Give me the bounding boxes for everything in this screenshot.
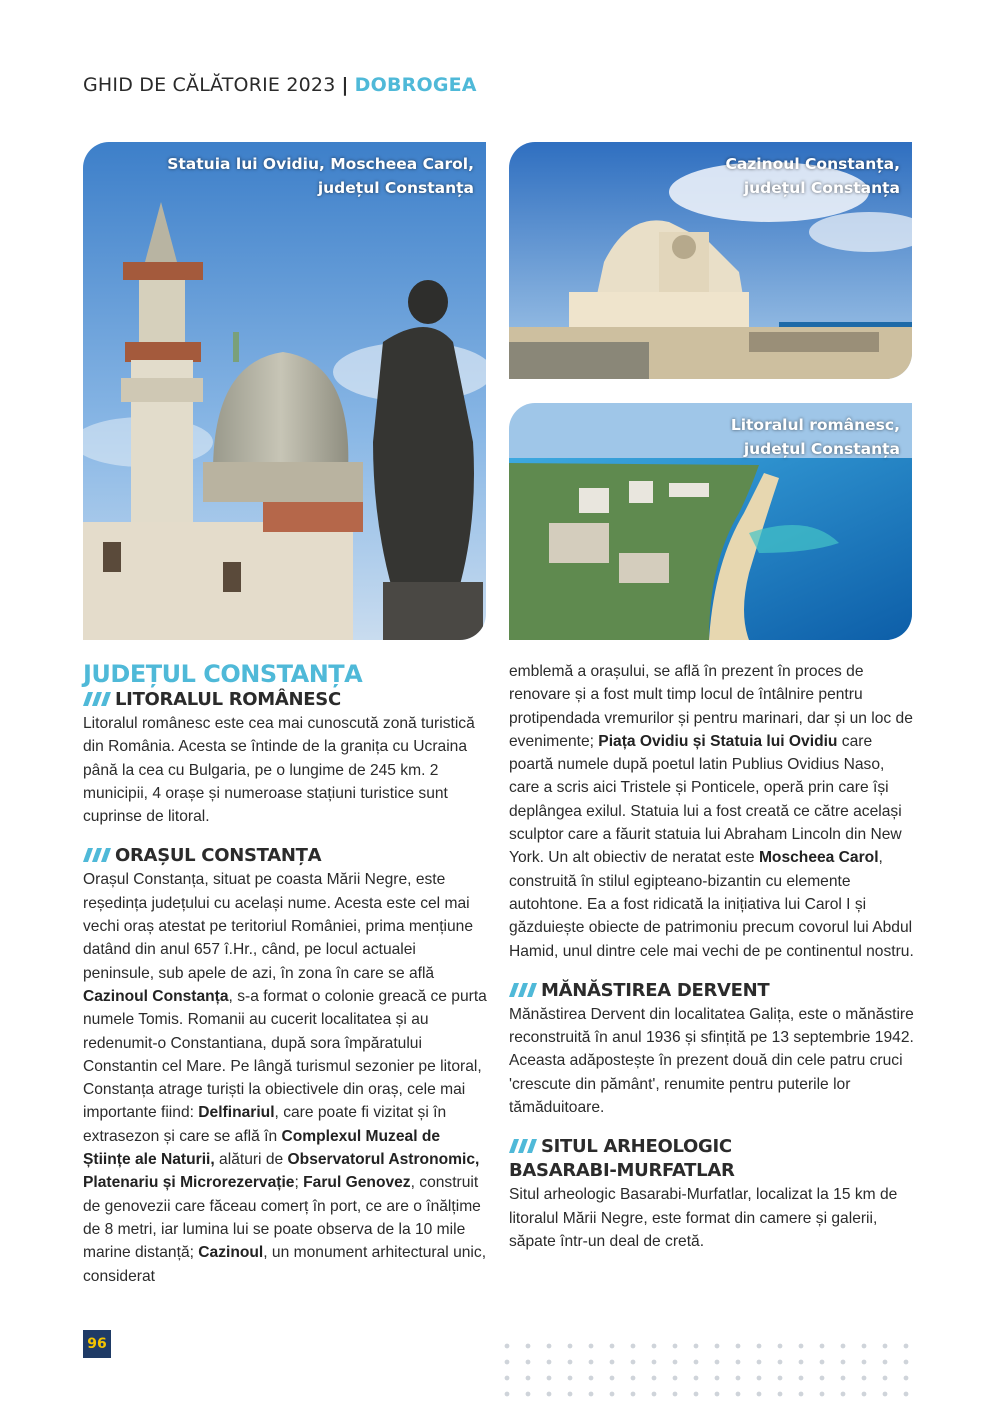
decor-dot (505, 1392, 510, 1397)
photo-cazinou (509, 142, 912, 379)
decor-dot (715, 1360, 720, 1365)
guide-title: GHID DE CĂLĂTORIE 2023 (83, 74, 336, 96)
photo-caption-cazinou (725, 152, 900, 200)
decor-dot (820, 1360, 825, 1365)
decor-dot (631, 1376, 636, 1381)
decor-dot (526, 1360, 531, 1365)
decor-dot (883, 1392, 888, 1397)
header-separator: | (341, 74, 349, 96)
text-run: , un monument arhitectural unic, considerat (83, 1244, 487, 1285)
decor-dot (820, 1376, 825, 1381)
decor-dot (694, 1376, 699, 1381)
decor-dot (547, 1344, 552, 1349)
dot-pattern-decoration (503, 1340, 923, 1400)
decor-dot (841, 1344, 846, 1349)
decor-dot (568, 1360, 573, 1365)
decor-dot (652, 1392, 657, 1397)
decor-dot (589, 1376, 594, 1381)
decor-dot (778, 1344, 783, 1349)
decor-dot (799, 1376, 804, 1381)
section-title-constanta (83, 844, 488, 868)
decor-dot (673, 1392, 678, 1397)
decor-dot (526, 1344, 531, 1349)
decor-dot (568, 1376, 573, 1381)
decor-dot (883, 1344, 888, 1349)
decor-dot (715, 1344, 720, 1349)
constanta-paragraph (83, 868, 488, 1287)
highlight-farul-genovez: Farul Genovez (303, 1174, 411, 1192)
decor-dot (673, 1344, 678, 1349)
decor-dot (820, 1392, 825, 1397)
decor-dot (505, 1360, 510, 1365)
highlight-moscheea-carol: Moscheea Carol (758, 849, 879, 867)
section-title-text: LITORALUL ROMÂNESC (115, 689, 341, 710)
decor-dot (841, 1360, 846, 1365)
decor-dot (589, 1392, 594, 1397)
decor-dot (862, 1376, 867, 1381)
caption-line: Cazinoul Constanța, (725, 155, 900, 173)
decor-dot (505, 1376, 510, 1381)
decor-dot (799, 1360, 804, 1365)
decor-dot (715, 1392, 720, 1397)
text-run: , s-a format o colonie greacă ce purta numele Tomis. Romanii au cucerit localitatea și au redenumit-o Constantiana, după sora împăratului Constantin cel Mare. Pe lângă turismul sezonier pe litoral, Constanța atrage turiști la obiectivele din oraș, cele mai importante fiind: (83, 987, 487, 1122)
section-title-text: SITUL ARHEOLOGIC (541, 1136, 732, 1158)
highlight-observator: Observatorul Astronomic, Platenariu și Microrezervație (83, 1151, 480, 1192)
slashes-icon (509, 983, 537, 997)
decor-dot (652, 1360, 657, 1365)
decor-dot (610, 1360, 615, 1365)
text-run: ; (294, 1174, 304, 1192)
decor-dot (631, 1392, 636, 1397)
decor-dot (904, 1360, 909, 1365)
constanta-paragraph-continued (509, 660, 914, 963)
decor-dot (652, 1376, 657, 1381)
text-run: emblemă a orașului, se află în prezent în proces de renovare și a fost mult timp locul de întâlnire pentru protipendada vremurilor și pentru marinari, dar și un loc de evenimente; (509, 663, 913, 750)
highlight-piata-ovidiu: Piața Ovidiu și Statuia lui Ovidiu (598, 732, 838, 750)
section-title-text: BASARABI-MURFATLAR (509, 1160, 735, 1182)
decor-dot (589, 1344, 594, 1349)
decor-dot (841, 1392, 846, 1397)
county-title: JUDEȚUL CONSTANȚA (83, 660, 363, 688)
decor-dot (778, 1376, 783, 1381)
text-run: Orașul Constanța, situat pe coasta Mării Negre, este reședința județului cu același nume. Acesta este cel mai vechi oraș atestat pe teritoriul României, prima mențiune datând din anul 657 î.Hr., când, pe locul actualei peninsule, sub apele de azi, în zona în care se află (83, 871, 474, 982)
caption-line: județul Constanța (317, 179, 474, 197)
highlight-delfinariu: Delfinariul (198, 1104, 275, 1122)
litoral-paragraph: Litoralul românesc este cea mai cunoscută zonă turistică din România. Acesta se întinde de la granița cu Ucraina până la cea cu Bulgaria, pe o lungime de 245 km. 2 municipii, 4 orașe și numeroase stațiuni turistice sunt cuprinse de litoral. (83, 715, 475, 826)
section-title-dervent (509, 979, 914, 1003)
slashes-icon (83, 848, 111, 862)
decor-dot (610, 1344, 615, 1349)
decor-dot (841, 1376, 846, 1381)
decor-dot (799, 1392, 804, 1397)
decor-dot (820, 1344, 825, 1349)
text-run: , construit de genovezii care făceau comerț în port, ce are o înălțime de 8 metri, iar lumina lui se poate observa de la 10 mile marine distanță; (83, 1174, 481, 1262)
decor-dot (547, 1392, 552, 1397)
highlight-cazinoul: Cazinoul (198, 1244, 264, 1262)
decor-dot (736, 1360, 741, 1365)
decor-dot (904, 1392, 909, 1397)
decor-dot (778, 1392, 783, 1397)
decor-dot (757, 1344, 762, 1349)
page-number: 96 (83, 1330, 111, 1358)
photo-ovidiu-statue (83, 142, 486, 640)
decor-dot (736, 1376, 741, 1381)
decor-dot (568, 1392, 573, 1397)
decor-dot (904, 1376, 909, 1381)
caption-line: Statuia lui Ovidiu, Moscheea Carol, (167, 155, 474, 173)
decor-dot (631, 1360, 636, 1365)
decor-dot (799, 1344, 804, 1349)
decor-dot (694, 1360, 699, 1365)
decor-dot (673, 1360, 678, 1365)
decor-dot (547, 1376, 552, 1381)
decor-dot (757, 1376, 762, 1381)
decor-dot (694, 1392, 699, 1397)
caption-line: Litoralul românesc, (730, 416, 900, 434)
highlight-complex-muzeal: Complexul Muzeal de Științe ale Naturii, (83, 1127, 441, 1169)
decor-dot (736, 1392, 741, 1397)
decor-dot (631, 1344, 636, 1349)
right-column (509, 660, 914, 1253)
decor-dot (715, 1376, 720, 1381)
decor-dot (589, 1360, 594, 1365)
decor-dot (862, 1344, 867, 1349)
decor-dot (904, 1344, 909, 1349)
section-title-litoral (83, 688, 488, 712)
decor-dot (505, 1344, 510, 1349)
decor-dot (862, 1360, 867, 1365)
text-run: , care poate fi vizitat și în extrasezon și care se află în (83, 1104, 447, 1145)
decor-dot (673, 1376, 678, 1381)
highlight-cazinou: Cazinoul Constanța (83, 987, 229, 1005)
dervent-paragraph: Mănăstirea Dervent din localitatea Galița, este o mănăstire reconstruită în anul 1936 și sfințită pe 13 septembrie 1942. Aceasta adăpostește în prezent două din cele patru cruci 'crescute din pământ', renumite pentru puterile lor tămăduitoare. (509, 1005, 914, 1117)
photo-caption-litoral (731, 413, 900, 461)
decor-dot (526, 1392, 531, 1397)
section-title-text: ORAȘUL CONSTANȚA (115, 845, 322, 867)
caption-line: județul Constanța (743, 179, 900, 197)
photo-caption-ovidiu (167, 152, 474, 200)
decor-dot (610, 1392, 615, 1397)
left-column (83, 660, 488, 1288)
region-name: DOBROGEA (354, 74, 477, 96)
decor-dot (736, 1344, 741, 1349)
text-run: , construită în stilul egipteano-bizantin cu elemente autohtone. Ea a fost ridicată la inițiativa lui Carol I și găzduiește obiecte de patrimoniu precum covorul lui Abdul Hamid, unul dintre cele mai vechi de pe continentul nostru. (509, 849, 914, 960)
situl-paragraph: Situl arheologic Basarabi-Murfatlar, localizat la 15 km de litoralul Mării Negre, este format din camere și galerii, săpate într-un deal de cretă. (509, 1186, 898, 1250)
decor-dot (526, 1376, 531, 1381)
decor-dot (610, 1376, 615, 1381)
photo-litoral (509, 403, 912, 640)
decor-dot (568, 1344, 573, 1349)
decor-dot (757, 1392, 762, 1397)
section-title-situl (509, 1135, 914, 1183)
decor-dot (547, 1360, 552, 1365)
ovidiu-photo-illustration (83, 142, 486, 640)
decor-dot (883, 1360, 888, 1365)
decor-dot (883, 1376, 888, 1381)
slashes-icon (83, 692, 111, 706)
section-title-text: MĂNĂSTIREA DERVENT (541, 979, 770, 1001)
decor-dot (778, 1360, 783, 1365)
decor-dot (757, 1360, 762, 1365)
decor-dot (862, 1392, 867, 1397)
caption-line: județul Constanța (743, 440, 900, 458)
decor-dot (694, 1344, 699, 1349)
slashes-icon (509, 1139, 537, 1153)
running-header (83, 74, 477, 104)
text-run: care poartă numele după poetul latin Publius Ovidius Naso, care a scris aici Tristele și Ponticele, operă prin care își deplângea exilul. Statuia lui a fost creată ce către același sculptor care a făurit statuia lui Abraham Lincoln din New York. Un alt obiectiv de neratat este (509, 732, 902, 867)
text-run: alături de (214, 1151, 288, 1169)
decor-dot (652, 1344, 657, 1349)
